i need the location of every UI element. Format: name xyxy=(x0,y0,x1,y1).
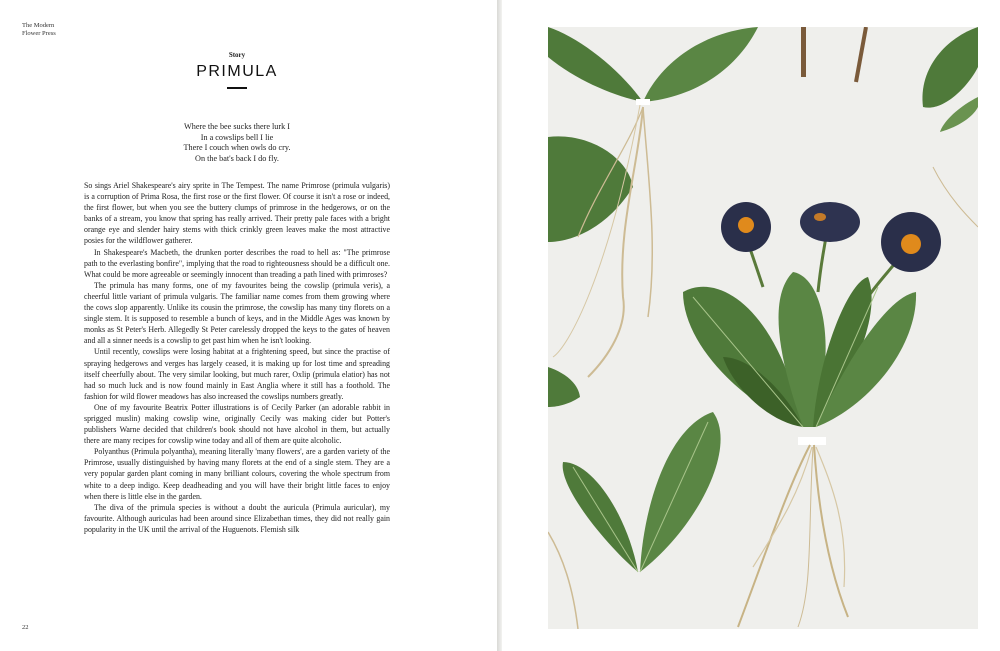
title-rule xyxy=(227,87,247,89)
primula-flower xyxy=(881,212,941,272)
body-paragraph: Polyanthus (Primula polyantha), meaning literally 'many flowers', are a garden variety of the Primrose, usually distinguished by having many florets at the end of a single stem. They are a very popular garden plant coming in many brilliant colours, covering the whole spectrum from white to a deep indigo. Keep deadheading and you will have their bright little faces to enjoy when there is little else in the garden. xyxy=(84,447,390,501)
body-paragraph: The primula has many forms, one of my favourites being the cowslip (primula veris), a cheerful little variant of primula vulgaris. The familiar name comes from them growing where the cows slop apparently. Unlike its cousin the primrose, the cowslip has many tiny florets on a single stem. It is supposed to resemble a bunch of keys, and in the Middle Ages was known by monks as St Peter's Herb. Allegedly St Peter carelessly dropped the keys to the gates of heaven and all a sinner needs is a cowslip to get past him when he isn't looking. xyxy=(84,280,390,346)
primula-flower xyxy=(721,202,771,252)
body-paragraph: In Shakespeare's Macbeth, the drunken porter describes the road to hell as: "The primrose path to the everlasting bonfire", implying that the road to righteousness should be a difficult one. What could be more agreeable or seemingly innocent than treading a path lined with primroses? xyxy=(84,247,390,279)
primula-flower xyxy=(800,202,860,242)
stem xyxy=(801,27,806,77)
poem-line: Where the bee sucks there lurk I xyxy=(184,122,290,131)
body-paragraph: So sings Ariel Shakespeare's airy sprite in The Tempest. The name Primrose (primula vulgaris) is a corruption of Prima Rosa, the first rose or the first flower. Of course it isn't a rose or indeed, the first flower, but when you see the buttery clumps of primrose in the hedgerows, or on the banks of a stream, you know that spring has really arrived. Their pretty pale faces with a bright orange eye and slender hairy stems with thick crinkly green leaves make the most attractive posies for the wildflower gatherer. xyxy=(84,181,390,246)
left-page xyxy=(0,0,497,651)
article-body xyxy=(84,180,390,535)
stem-tie xyxy=(798,437,826,445)
poem-line: In a cowslips bell I lie xyxy=(200,132,274,142)
brand-line-1: The Modern xyxy=(22,22,55,29)
page-number: 22 xyxy=(22,624,29,631)
brand-line-2: Flower Press xyxy=(22,30,56,37)
article-title: PRIMULA xyxy=(196,63,278,80)
poem-line: There I couch when owls do cry. xyxy=(183,143,291,152)
epigraph-poem xyxy=(0,122,474,164)
body-paragraph: Until recently, cowslips were losing habitat at a frightening speed, but since the practise of spraying hedgerows and verges has largely ceased, it is making up for lost time and spreading itself cheerfully about. The very similar looking, but much rarer, Oxlip (primula elatior) has not had so much luck and is now found mainly in East Anglia where it still has a foothold. The fashion for wild flower meadows has also increased the cowslips numbers greatly. xyxy=(84,347,390,401)
brand-logo xyxy=(22,22,56,38)
body-paragraph: One of my favourite Beatrix Potter illustrations is of Cecily Parker (an adorable rabbit in sprigged muslin) making cowslip wine, originally Cecily was making cider but Potter's publishers Warne decided that children's book should not have alcohol in them, but actually there are many recipes for cowslip wine today and all of them are quite alcoholic. xyxy=(84,402,390,446)
section-kicker: Story xyxy=(228,51,246,59)
stem-tie xyxy=(636,99,650,105)
body-paragraph: The diva of the primula species is without a doubt the auricula (Primula auricular), my favourite. Although auriculas had been around since Elizabethan times, they did not really gain popularity in the UK until the arrival of the Huguenots. Flemish silk xyxy=(84,502,390,534)
pressed-primula-photo xyxy=(548,27,978,629)
poem-line: On the bat's back I do fly. xyxy=(195,153,279,163)
